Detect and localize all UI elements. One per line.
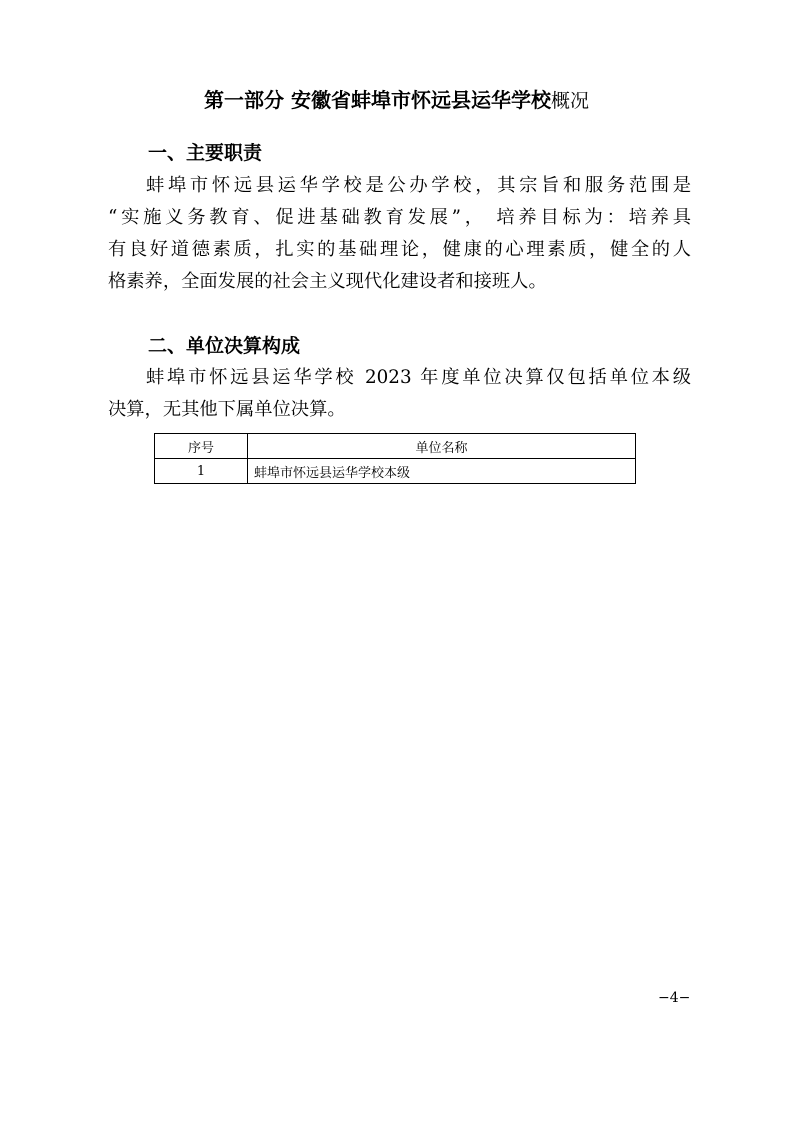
page-title-tail: 概况 xyxy=(550,90,589,112)
table-row xyxy=(155,459,636,484)
section-heading-composition: 二、单位决算构成 xyxy=(148,335,301,357)
paragraph-line: 蚌埠市怀远县运华学校 2023 年度单位决算仅包括单位本级 xyxy=(146,367,691,388)
paragraph-line: 有良好道德素质，扎实的基础理论，健康的心理素质，健全的人 xyxy=(108,239,691,260)
page-number: −4− xyxy=(658,990,691,1006)
page-title-main: 第一部分 安徽省蚌埠市怀远县运华学校 xyxy=(204,88,551,112)
page-title xyxy=(0,84,793,113)
column-header-unit-name: 单位名称 xyxy=(248,434,636,459)
paragraph-duties xyxy=(108,170,691,298)
paragraph-composition xyxy=(108,362,691,426)
table-cell-index: 1 xyxy=(155,459,248,484)
section-heading-duties: 一、主要职责 xyxy=(148,142,263,164)
paragraph-line: 蚌埠市怀远县运华学校是公办学校，其宗旨和服务范围是 xyxy=(146,175,691,196)
unit-table xyxy=(154,433,636,484)
paragraph-line: 格素养，全面发展的社会主义现代化建设者和接班人。 xyxy=(108,271,547,292)
paragraph-line: 决算，无其他下属单位决算。 xyxy=(108,399,346,420)
table-header-row xyxy=(155,434,636,459)
column-header-index: 序号 xyxy=(155,434,248,459)
paragraph-line: “实施义务教育、促进基础教育发展”， 培养目标为：培养具 xyxy=(108,207,691,228)
table-cell-unit-name: 蚌埠市怀远县运华学校本级 xyxy=(248,459,636,484)
